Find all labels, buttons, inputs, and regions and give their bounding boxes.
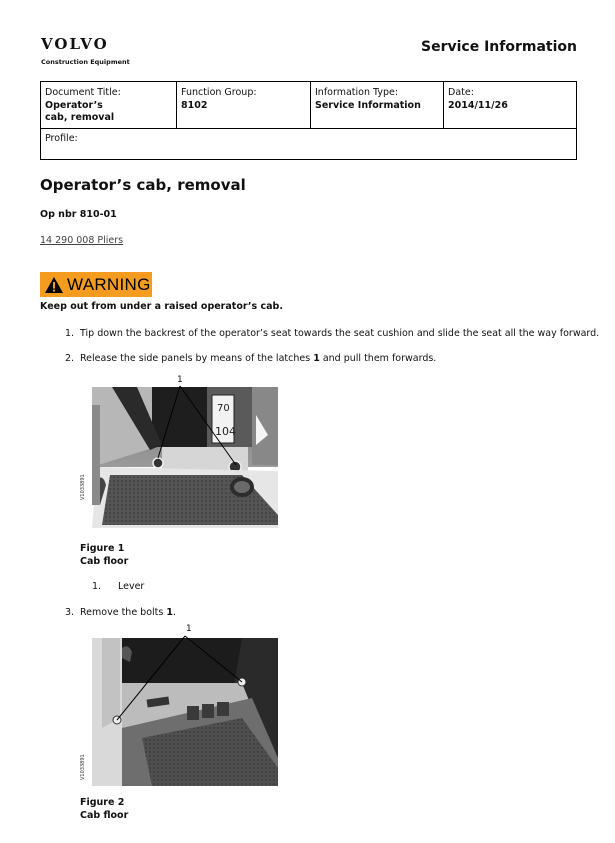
doc-title-cell (41, 82, 177, 128)
date-value: 2014/11/26 (448, 99, 508, 111)
step-number: 2. (65, 353, 75, 364)
figure-2-callout: 1 (186, 624, 192, 634)
figure-2-code: V1033891 (80, 754, 86, 780)
step-text: Release the side panels by means of the latches 1 and pull them forwards. (80, 353, 437, 364)
legend-text: Lever (118, 581, 145, 592)
figure-1-label: Figure 1 (80, 543, 125, 554)
brand-logo: VOLVO (41, 35, 109, 53)
tool-link[interactable]: 14 290 008 Pliers (40, 235, 124, 246)
figure-1-callout-lines (150, 376, 250, 471)
figure-2-callout-lines (110, 628, 250, 728)
brand-subtitle: Construction Equipment (41, 58, 130, 66)
doc-title-value-1: Operator’s (45, 99, 103, 111)
function-group-cell (177, 82, 311, 128)
sign-number-top: 70 (217, 403, 230, 414)
step-text: Remove the bolts 1. (80, 607, 177, 618)
sign-number-bottom: 104 (215, 425, 236, 438)
function-group-value: 8102 (181, 99, 208, 111)
page-title: Operator’s cab, removal (40, 176, 246, 194)
warning-triangle-icon (44, 276, 64, 294)
service-title: Service Information (421, 39, 577, 55)
function-group-label: Function Group: (181, 87, 257, 98)
warning-banner (40, 272, 152, 297)
info-type-cell (311, 82, 444, 128)
profile-label: Profile: (45, 133, 78, 144)
step-text: Tip down the backrest of the operator’s seat towards the seat cushion and slide the seat all the way forward. (80, 328, 600, 339)
warning-label: WARNING (67, 274, 151, 294)
warning-message: Keep out from under a raised operator’s cab. (40, 301, 283, 312)
figure-1-caption: Cab floor (80, 556, 129, 567)
doc-title-label: Document Title: (45, 87, 121, 98)
step-number: 3. (65, 607, 75, 618)
step-number: 1. (65, 328, 75, 339)
date-label: Date: (448, 87, 474, 98)
figure-1-callout: 1 (177, 375, 183, 385)
document-info-table (40, 81, 577, 160)
info-type-value: Service Information (315, 99, 421, 111)
figure-2-label: Figure 2 (80, 797, 125, 808)
figure-1-code: V1033891 (80, 474, 86, 500)
info-row (41, 82, 576, 129)
date-cell (444, 82, 575, 128)
legend-number: 1. (92, 581, 102, 592)
doc-title-value-2: cab, removal (45, 112, 115, 123)
figure-2-caption: Cab floor (80, 810, 129, 821)
info-type-label: Information Type: (315, 87, 399, 98)
op-number: Op nbr 810-01 (40, 209, 117, 220)
